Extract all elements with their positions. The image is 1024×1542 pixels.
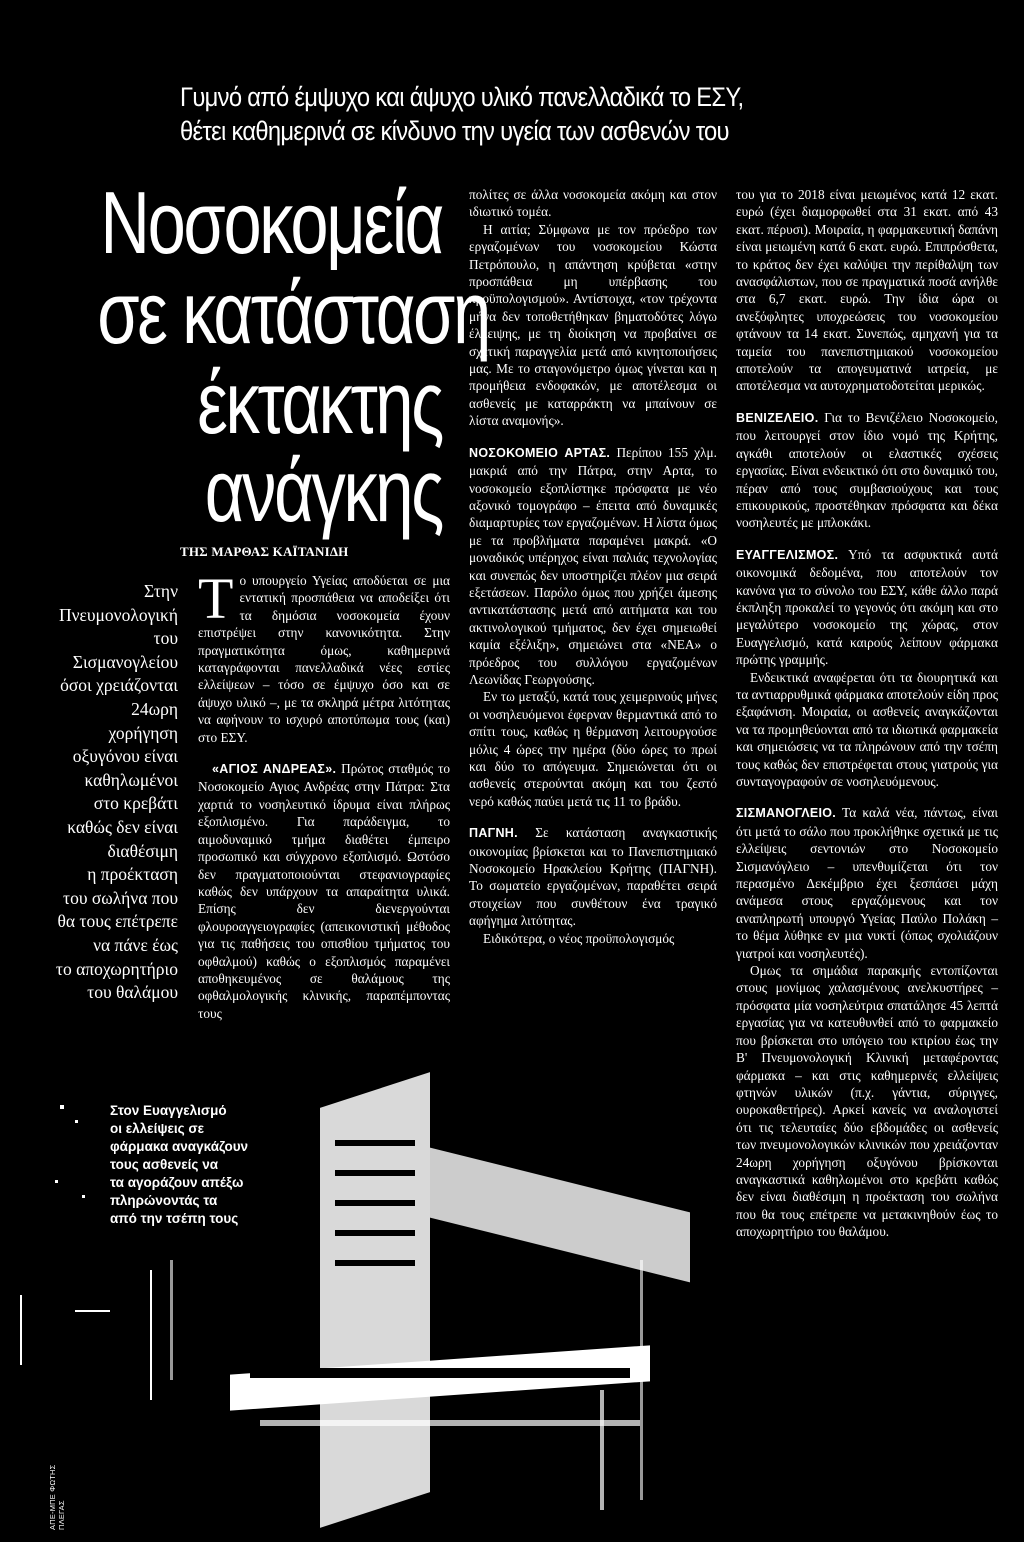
paragraph: Ενδεικτικά αναφέρεται ότι τα διουρητικά και τα αντιαρρυθμικά φάρμακα αποτελούν είδη προς εξαφάνιση. Μοιραία, οι ασθενείς αναγκάζονται να τα προμηθεύονται από τα ιδιωτικά φαρμακεία και σημειώσεις να τα πληρώνουν από την τσέπη τους καθώς δεν επιστρέφεται στους γιατρούς για συνταγογραφούν σε νοσηλευόμενους. (736, 669, 998, 789)
caption-line: πληρώνοντάς τα (110, 1193, 218, 1208)
paragraph: του για το 2018 είναι μειωμένος κατά 12 εκατ. ευρώ (έχει διαμορφωθεί στα 31 εκατ. από 43 εκατ. πέρυσι). Μοιραία, η φαρμακευτική δαπάνη είναι μειωμένη κατά 6 εκατ. ευρώ. Επιπρόσθετα, το κράτος δεν έχει καλύψει την περίθαλψη των ανασφάλιστων, που σε πραγματικά ποσά ανήλθε στα 6,7 εκατ. ευρώ. Την ίδια ώρα οι ανεξόφλητες υποχρεώσεις του νοσοκομείου φτάνουν τα 14 εκατ. Συνεπώς, αμηχανή για τα ταμεία του πανεπιστημιακού νοσοκομείου αποτελούν τα απογευματινά ιατρεία, με αποτέλεσμα να αυτοχρηματοδοτείται μερικώς. (736, 187, 998, 394)
paragraph-text: Πρώτος σταθμός το Νοσοκομείο Αγιος Ανδρέας στην Πάτρα: Στα χαρτιά το νοσηλευτικό ίδρυμα είναι πλήρως εξοπλισμένο. Για παράδειγμα, το αιμοδυναμικό τμήμα διαθέτει έμπειρο προσωπικό και σύγχρονο εξοπλισμό. Ωστόσο δεν πραγματοποιούνται στεφανιογραφίες καθώς δεν υπάρχουν τα απαραίτητα υλικά. Επίσης δεν διενεργούνται φλουροαγγειογραφίες (απεικονιστική μέθοδος για τις παθήσεις του οπισθίου τμήματος του οφθαλμού) καθώς ο εξοπλισμός παραμένει αποθηκευμένος σε θαλάμους της οφθαλμολογικής κλινικής, παραπέμποντας τους (198, 761, 451, 1021)
caption-line: φάρμακα αναγκάζουν (110, 1139, 249, 1154)
paragraph-text: Τα καλά νέα, πάντως, είναι ότι μετά το σάλο που προκλήθηκε σχετικά με τις ελλείψεις σεντονιών στο Νοσοκομείο Σισμανόγλειο – υπενθυμίζεται ότι τον περασμένο Δεκέμβριο έχει ξεσπάσει μάχη ανάμεσα στους εργαζόμενους και τον αναπληρωτή υπουργό Υγείας Παύλο Πολάκη – το θέμα λύθηκε εν μια νυκτί (όπως σχολιάζουν γιατροί και νοσηλευτές). (736, 805, 998, 961)
caption-line: τα αγοράζουν απέξω (110, 1175, 244, 1190)
photo-credit: ΑΠΕ-ΜΠΕ ΦΩΤΗΣ ΠΛΕΓΑΣ (48, 1464, 66, 1530)
paragraph: Ομως τα σημάδια παρακμής εντοπίζονται στους μονίμως χαλασμένους ανελκυστήρες – πρόσφατα μία νοσηλεύτρια σπατάλησε 45 λεπτά εργασίας για να κατευθυνθεί από το φαρμακείο που βρίσκεται στο υπόγειο του κτιρίου έως την Β' Πνευμονολογική Κλινική μεταφέροντας φάρμακα – και στις καθημερινές ελλείψεις φτηνών υλικών (π.χ. γάντια, σύριγγες, ουροκαθετήρες). Αρκεί κανείς να αναλογιστεί ότι τις τελευταίες δύο εβδομάδες οι ασθενείς των πνευμονολογικών κλινικών που χρειάζονταν 24ωρη χορήγηση οξυγόνου βρίσκονται αναγκαστικά καθηλωμένοι στο κρεβάτι καθώς δεν είναι διαθέσιμη η προέκταση του σωλήνα που θα τους επέτρεπε να μετακινηθούν έως το αποχωρητήριο του θαλάμου. (736, 963, 998, 1240)
pull-quote-line: καθώς δεν είναι (67, 816, 178, 837)
section-subhead: ΠΑΓΝΗ. (469, 826, 518, 841)
kicker-line: Γυμνό από έμψυχο και άψυχο υλικό πανελλαδικά το ΕΣΥ, (180, 82, 744, 112)
article-column-3 (736, 186, 998, 1241)
paragraph: Η αιτία; Σύμφωνα με τον πρόεδρο των εργαζομένων του νοσοκομείου Κώστα Πετρόπουλο, η απάντηση κρύβεται «στην προσπάθεια μη υπέρβασης του προϋπολογισμού». Αντίστοιχα, «τον τρέχοντα μήνα δεν τοποθετήθηκαν βηματοδότες λόγω έλλειψης, με τη διοίκηση να προβαίνει σε σχετική παραγγελία μετά από κινητοποιήσεις μας. Με το σταγονόμετρο όμως γίνεται και η προμήθεια ενδοφακών, με αποτέλεσμα οι ασθενείς με καταρράκτη να μπαίνουν σε λίστα αναμονής». (469, 221, 717, 429)
paragraph (736, 546, 998, 669)
photo-caption (110, 1102, 310, 1228)
paragraph-text: Περίπου 155 χλμ. μακριά από την Πάτρα, στην Αρτα, το νοσοκομείο εξοπλίστηκε πρόσφατα με νέο αξονικό τομογράφο – έπειτα από δυναμικές διαμαρτυρίες των εργαζομένων. Η λίστα όμως με τα προβλήματα παραμένει μακρά. «Ο μοναδικός υπέρηχος είναι παλιάς τεχνολογίας και συνεπώς δεν υποστηρίζει πλέον μια σειρά εξετάσεων. Παρόλο όμως που χρήζει άμεσης αντικατάστασης μετά από αιτήματα και του ακτινολογικού τμήματος, δεν έχει σημειωθεί καμία εξέλιξη», σημειώνει στα «ΝΕΑ» ο πρόεδρος του συλλόγου εργαζομένων Λεωνίδας Γεωργούσης. (469, 444, 717, 687)
paragraph: Ειδικότερα, ο νέος προϋπολογισμός (483, 930, 675, 946)
lead-paragraph (198, 566, 450, 746)
pull-quote-line: η προέκταση (87, 864, 178, 885)
headline-line: σε κατάσταση (97, 263, 489, 362)
pull-quote-line: θα τους επέτρεπε (57, 911, 178, 932)
pull-quote-line: στο κρεβάτι (93, 793, 178, 814)
section-subhead: ΕΥΑΓΓΕΛΙΣΜΟΣ. (736, 547, 839, 562)
paragraph-text: ο υπουργείο Υγείας αποδύεται σε μια εντατική προσπάθεια να αποδείξει ότι τα δημόσια νοσοκομεία έχουν επιστρέψει στην κανονικότητα. Στην πραγματικότητα όμως, καθημερινά καταγράφονται πανελλαδικά νέες εστίες ελλείψεων – τόσο σε έμψυχο όσο και σε άψυχο υλικό –, με τα σκληρά μέτρα λιτότητας να αφήνουν το ισχυρό αποτύπωμα τους (και) στο ΕΣΥ. (198, 573, 450, 745)
paragraph (198, 760, 450, 1022)
pull-quote-line: όσοι χρειάζονται (60, 675, 178, 696)
section-subhead: ΒΕΝΙΖΕΛΕΙΟ. (736, 410, 819, 425)
pull-quote-line: καθηλωμένοι (84, 769, 178, 790)
kicker-line: θέτει καθημερινά σε κίνδυνο την υγεία των ασθενών του (180, 116, 729, 146)
pull-quote-line: το αποχωρητήριο (55, 958, 178, 979)
pull-quote (20, 580, 178, 1005)
paragraph (736, 804, 998, 962)
pull-quote-line: χορήγηση (108, 722, 178, 743)
pull-quote-line: διαθέσιμη (107, 840, 178, 861)
paragraph-text: Σε κατάσταση αναγκαστικής οικονομίας βρίσκεται και το Πανεπιστημιακό Νοσοκομείο Ηρακλείου Κρήτης (ΠΑΓΝΗ). Το σωματείο εργαζομένων, παραθέτει σειρά στοιχείων που συνθέτουν ένα τραγικό αφήγημα λιτότητας. (469, 825, 717, 929)
drop-cap: Τ (198, 566, 234, 631)
caption-line: από την τσέπη τους (110, 1211, 239, 1226)
article-column-2 (469, 186, 717, 947)
paragraph (736, 409, 998, 532)
pull-quote-line: του (153, 628, 178, 649)
paragraph-text: Για το Βενιζέλειο Νοσοκομείο, που λειτουργεί στον ίδιο νομό της Κρήτης, αγκάθι αποτελούν οι ελαστικές σχέσεις εργασίας. Είναι ενδεικτικό ότι στο δυναμικό του, πέραν από τους συμβασιούχους και τους επικουρικούς, προστέθηκαν πρόσφατα και δέκα νοσηλευτές με μπλοκάκι. (736, 409, 998, 531)
paragraph: πολίτες σε άλλα νοσοκομεία ακόμη και στον ιδιωτικό τομέα. (469, 187, 717, 220)
headline-line: ανάγκης (204, 441, 442, 540)
pull-quote-line: 24ωρη (131, 698, 178, 719)
paragraph (469, 444, 717, 689)
pull-quote-line: του θαλάμου (87, 982, 178, 1003)
headline-line: έκτακτης (197, 353, 442, 452)
caption-line: οι ελλείψεις σε (110, 1121, 205, 1136)
paragraph: Εν τω μεταξύ, κατά τους χειμερινούς μήνες οι νοσηλευόμενοι έφερναν θερμαντικά από το σπίτι τους, καθώς η θέρμανση λειτουργούσε μόλις 4 ώρες την ημέρα (δύο ώρες το πρωί και δύο το απόγευμα. Σημειώνεται ότι οι ασθενείς στερούνται ακόμη και του ζεστό νερό καθώς παύει μετά τις 11 το βράδυ. (469, 689, 717, 809)
section-subhead: «ΑΓΙΟΣ ΑΝΔΡΕΑΣ». (212, 762, 337, 777)
pull-quote-line: οξυγόνου είναι (72, 746, 178, 767)
pull-quote-line: να πάνε έως (93, 934, 178, 955)
paragraph (469, 824, 717, 929)
section-subhead: ΝΟΣΟΚΟΜΕΙΟ ΑΡΤΑΣ. (469, 445, 611, 460)
pull-quote-line: του σωλήνα που (63, 887, 178, 908)
pull-quote-line: Σισμανογλείου (72, 651, 178, 672)
caption-line: τους ασθενείς να (110, 1157, 219, 1172)
pull-quote-line: Στην (144, 581, 178, 601)
caption-line: Στον Ευαγγελισμό (110, 1103, 227, 1118)
kicker (180, 80, 849, 148)
article-column-1 (198, 566, 451, 1022)
section-subhead: ΣΙΣΜΑΝΟΓΛΕΙΟ. (736, 806, 837, 821)
pull-quote-line: Πνευμονολογική (58, 604, 178, 625)
byline: ΤΗΣ ΜΑΡΘΑΣ ΚΑΪΤΑΝΙΔΗ (180, 544, 349, 559)
paragraph-text: Υπό τα ασφυκτικά αυτά οικονομικά δεδομένα, που αποτελούν τον κανόνα για το σύνολο του ΕΣΥ, κάθε άλλο παρά έκπληξη προκαλεί το γεγονός ότι ακόμη και στο μεγαλύτερο νοσοκομείο της χώρας, στον Ευαγγελισμό, κατά καιρούς λείπουν φάρμακα πρώτης γραμμής. (736, 546, 998, 668)
headline-line: Νοσοκομεία (100, 173, 443, 272)
